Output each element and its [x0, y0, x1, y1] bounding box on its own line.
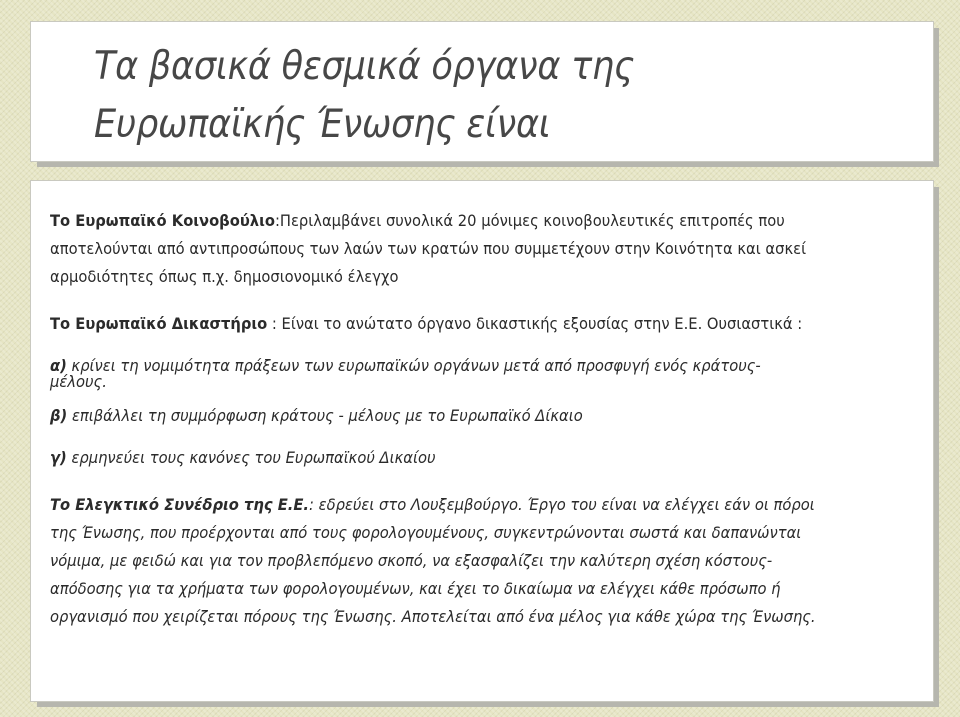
parliament-name: Το Ευρωπαϊκό Κοινοβούλιο — [50, 211, 275, 230]
item-gamma — [50, 444, 860, 472]
item-gamma-label: γ) — [50, 448, 67, 467]
audit-name: Το Ελεγκτικό Συνέδριο της Ε.Ε. — [50, 495, 310, 514]
slide-title — [94, 38, 832, 154]
slide-title-line-1: Τα βασικά θεσμικά όργανα της — [94, 44, 635, 89]
parliament-line-3: αρμοδιότητες όπως π.χ. δημοσιονομικό έλεγχο — [50, 267, 399, 286]
item-alpha-label: α) — [50, 356, 67, 375]
court-paragraph — [50, 310, 860, 338]
audit-line-1-text: : εδρεύει στο Λουξεμβούργο. Έργο του είναι να ελέγχει εάν οι πόροι — [309, 495, 815, 514]
parliament-line-1 — [50, 207, 860, 235]
item-alpha — [50, 352, 860, 391]
item-beta-label: β) — [50, 406, 68, 425]
audit-paragraph — [50, 491, 860, 631]
item-beta-text: επιβάλλει τη συμμόρφωση κράτους - μέλους με το Ευρωπαϊκό Δίκαιο — [67, 406, 583, 425]
audit-line-1 — [50, 491, 860, 519]
item-alpha-overlap-text: μέλους. — [50, 372, 107, 391]
item-alpha-text: κρίνει τη νομιμότητα πράξεων των ευρωπαϊκών οργάνων μετά από προσφυγή ενός κράτους- — [66, 356, 761, 375]
item-beta-line — [50, 402, 860, 430]
item-gamma-text: ερμηνεύει τους κανόνες του Ευρωπαϊκού Δικαίου — [66, 448, 436, 467]
court-name: Το Ευρωπαϊκό Δικαστήριο — [50, 314, 268, 333]
audit-line-3: νόμιμα, με φειδώ και για τον προβλεπόμενο σκοπό, να εξασφαλίζει την καλύτερη σχέση κόστους- — [50, 551, 773, 570]
audit-line-2: της Ένωσης, που προέρχονται από τους φορολογουμένους, συγκεντρώνονται σωστά και δαπανώνται — [50, 523, 802, 542]
slide-title-line-2: Ευρωπαϊκής Ένωσης είναι — [94, 102, 551, 147]
parliament-paragraph — [50, 207, 860, 291]
parliament-line-1-text: :Περιλαμβάνει συνολικά 20 μόνιμες κοινοβουλευτικές επιτροπές που — [274, 211, 785, 230]
audit-line-5: οργανισμό που χειρίζεται πόρους της Ένωσης. Αποτελείται από ένα μέλος για κάθε χώρα της Ένωσης. — [50, 607, 816, 626]
item-beta — [50, 402, 860, 430]
item-alpha-line — [50, 352, 860, 380]
court-text: : Είναι το ανώτατο όργανο δικαστικής εξουσίας στην Ε.Ε. Ουσιαστικά : — [267, 314, 803, 333]
audit-line-4: απόδοσης για τα χρήματα των φορολογουμένων, και έχει το δικαίωμα να ελέγχει κάθε πρόσωπο ή — [50, 579, 781, 598]
parliament-line-2: αποτελούνται από αντιπροσώπους των λαών των κρατών που συμμετέχουν στην Κοινότητα και ασκεί — [50, 239, 807, 258]
court-line — [50, 310, 860, 338]
item-gamma-line — [50, 444, 860, 472]
